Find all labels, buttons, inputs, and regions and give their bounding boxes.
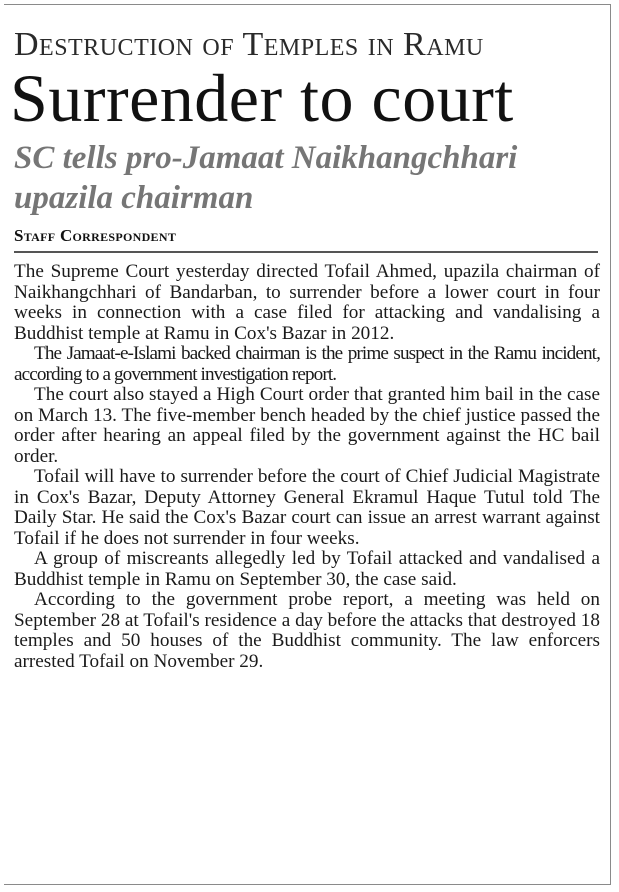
byline-divider [14, 251, 598, 253]
article-paragraph: The Supreme Court yesterday directed Tofail Ahmed, upazila chairman of Naikhangchhari of Bandarban, to surrender before a lower court in four weeks in connection with a case filed for attacking and vandalising a Buddhist temple at Ramu in Cox's Bazar in 2012. [14, 261, 600, 344]
article-body [14, 262, 600, 672]
article-paragraph: The Jamaat-e-Islami backed chairman is the prime suspect in the Ramu incident, according to a government investigation report. [14, 343, 600, 385]
article-paragraph: A group of miscreants allegedly led by Tofail attacked and vandalised a Buddhist temple in Ramu on September 30, the case said. [14, 548, 600, 590]
article-headline: Surrender to court [10, 60, 514, 136]
article-kicker: Destruction of Temples in Ramu [14, 26, 484, 63]
article-paragraph: The court also stayed a High Court order that granted him bail in the case on March 13. The five-member bench headed by the chief justice passed the order after hearing an appeal filed by the government against the HC bail order. [14, 384, 600, 467]
article-paragraph: Tofail will have to surrender before the court of Chief Judicial Magistrate in Cox's Bazar, Deputy Attorney General Ekramul Haque Tutul told The Daily Star. He said the Cox's Bazar court can issue an arrest warrant against Tofail if he does not surrender in four weeks. [14, 466, 600, 549]
article-subheadline: SC tells pro-Jamaat Naikhangchhari upazila chairman [14, 140, 518, 216]
article-paragraph: According to the government probe report, a meeting was held on September 28 at Tofail's residence a day before the attacks that destroyed 18 temples and 50 houses of the Buddhist community. The law enforcers arrested Tofail on November 29. [14, 589, 600, 672]
article-byline: Staff Correspondent [14, 226, 177, 245]
bottom-divider [4, 884, 611, 885]
